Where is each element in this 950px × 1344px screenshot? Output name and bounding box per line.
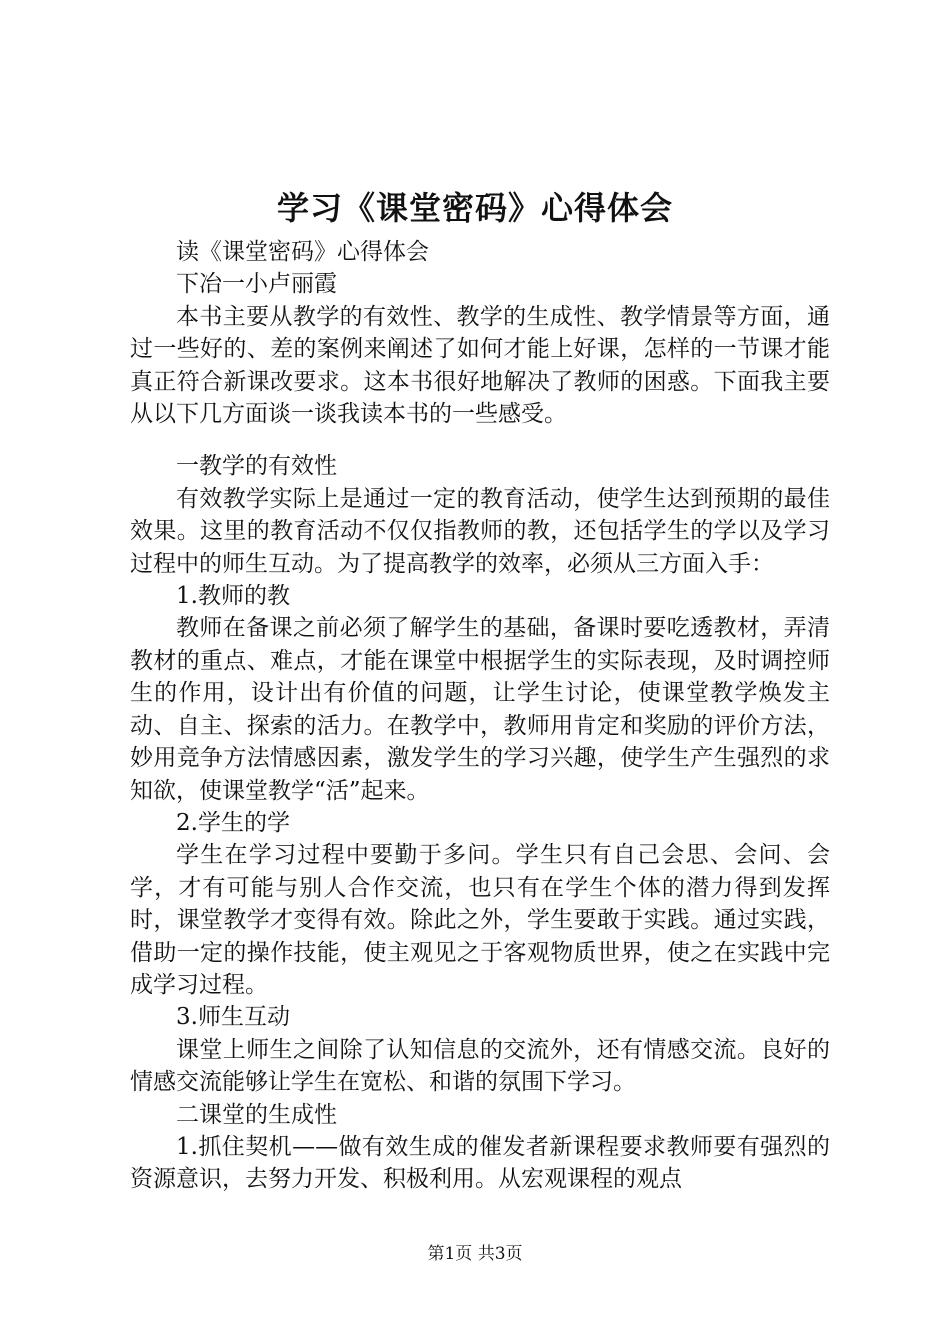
section-heading-generative: 二课堂的生成性 — [176, 1101, 337, 1128]
page-footer: 第1页 共3页 — [427, 1244, 523, 1264]
subtitle: 读《课堂密码》心得体会 — [176, 239, 429, 265]
paragraph: 学生在学习过程中要勤于多问。学生只有自己会思、会问、会学，才有可能与别人合作交流，也只有在学生个体的潜力得到发挥时，课堂教学才变得有效。除此之外，学生要敢于实践。通过实践，借助一定的操作技能，使主观见之于客观物质世界，使之在实践中完成学习过程。 — [130, 842, 830, 998]
paragraph: 教师在备课之前必须了解学生的基础，备课时要吃透教材，弄清教材的重点、难点，才能在课堂中根据学生的实际表现，及时调控师生的作用，设计出有价值的问题，让学生讨论，使课堂教学焕发主动、自主、探索的活力。在教学中，教师用肯定和奖励的评价方法，妙用竞争方法情感因素，激发学生的学习兴趣，使学生产生强烈的求知欲，使课堂教学“活”起来。 — [130, 615, 830, 804]
subheading-student: 2.学生的学 — [176, 809, 290, 836]
paragraph: 1.抓住契机——做有效生成的催发者新课程要求教师要有强烈的资源意识，去努力开发、积极利用。从宏观课程的观点 — [130, 1133, 830, 1193]
paragraph: 有效教学实际上是通过一定的教育活动，使学生达到预期的最佳效果。这里的教育活动不仅仅指教师的教，还包括学生的学以及学习过程中的师生互动。为了提高教学的效率，必须从三方面入手： — [130, 485, 830, 577]
paragraph: 课堂上师生之间除了认知信息的交流外，还有情感交流。良好的情感交流能够让学生在宽松、和谐的氛围下学习。 — [130, 1036, 830, 1096]
subheading-teacher: 1.教师的教 — [176, 583, 290, 610]
author-line: 下冶一小卢丽霞 — [176, 271, 337, 298]
paragraph-intro: 本书主要从教学的有效性、教学的生成性、教学情景等方面，通过一些好的、差的案例来阐述了如何才能上好课，怎样的一节课才能真正符合新课改要求。这本书很好地解决了教师的困惑。下面我主要从以下几方面谈一谈我读本书的一些感受。 — [130, 303, 830, 428]
section-heading-effectiveness: 一教学的有效性 — [176, 453, 337, 480]
subheading-interaction: 3.师生互动 — [176, 1004, 290, 1031]
document-body — [130, 236, 830, 1196]
page-title: 学习《课堂密码》心得体会 — [276, 189, 673, 227]
